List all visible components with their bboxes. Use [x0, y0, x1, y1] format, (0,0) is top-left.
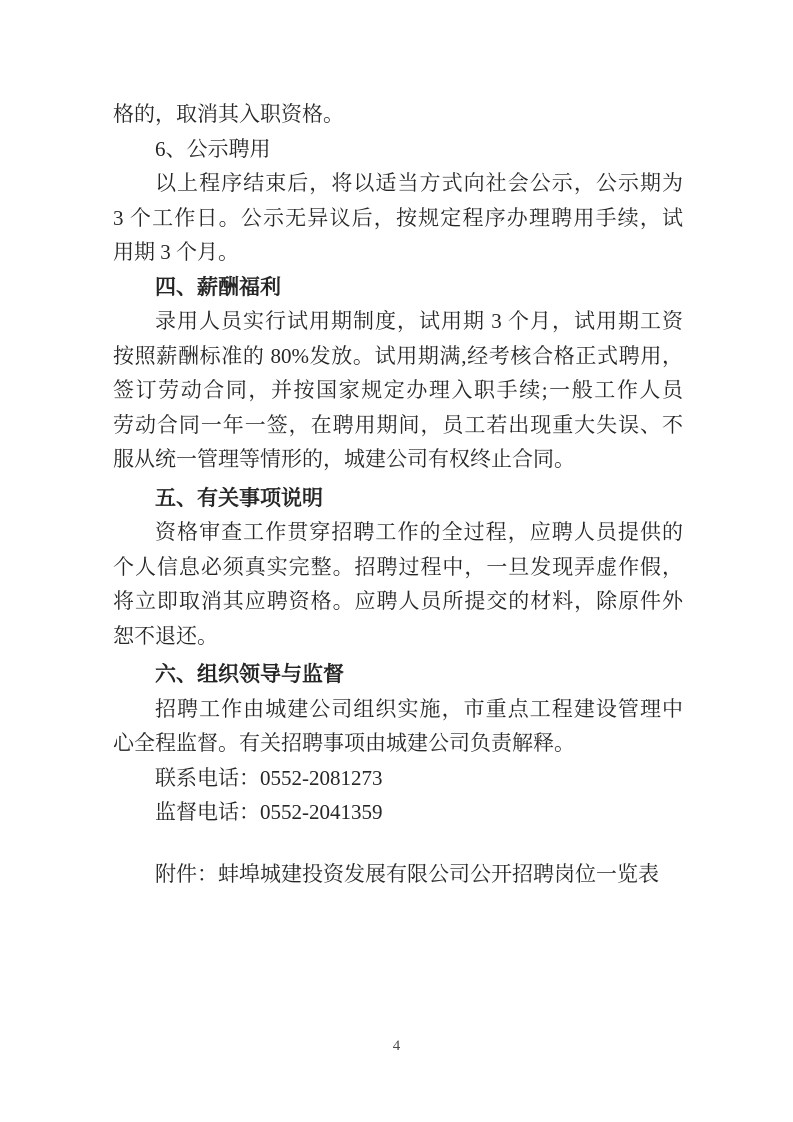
- paragraph-line: 服从统一管理等情形的，城建公司有权终止合同。: [113, 447, 575, 471]
- paragraph-line: 资格审查工作贯穿招聘工作的全过程，应聘人员提供的: [155, 520, 683, 544]
- paragraph-line: 恕不退还。: [113, 623, 218, 648]
- blank-line: [113, 830, 683, 857]
- paragraph-line: 劳动合同一年一签，在聘用期间，员工若出现重大失误、不: [113, 412, 683, 437]
- page-number: 4: [392, 1038, 401, 1054]
- paragraph-line: 将立即取消其应聘资格。应聘人员所提交的材料，除原件外: [113, 589, 683, 613]
- section-heading-6: 六、组织领导与监督: [155, 662, 344, 686]
- paragraph-line: 个人信息必须真实完整。招聘过程中，一旦发现弄虚作假，: [113, 554, 683, 579]
- paragraph-line: 3 个工作日。公示无异议后，按规定程序办理聘用手续，试: [113, 205, 683, 230]
- paragraph-line: 招聘工作由城建公司组织实施，市重点工程建设管理中: [155, 696, 683, 721]
- subitem-heading: 6、公示聘用: [155, 136, 271, 161]
- paragraph-line: 格的，取消其入职资格。: [113, 102, 344, 126]
- attachment-note-line: 附件：蚌埠城建投资发展有限公司公开招聘岗位一览表: [155, 861, 659, 886]
- document-body: [113, 97, 683, 891]
- paragraph-line: 以上程序结束后，将以适当方式向社会公示，公示期为: [155, 171, 683, 195]
- paragraph-line: 签订劳动合同，并按国家规定办理入职手续;一般工作人员: [113, 378, 683, 402]
- paragraph-line: 录用人员实行试用期制度，试用期 3 个月，试用期工资: [155, 309, 683, 333]
- contact-phone-line: 联系电话：0552-2081273: [155, 765, 383, 790]
- paragraph-line: 按照薪酬标准的 80%发放。试用期满,经考核合格正式聘用，: [113, 343, 683, 368]
- section-heading-4: 四、薪酬福利: [155, 274, 281, 299]
- section-heading-5: 五、有关事项说明: [155, 485, 323, 510]
- paragraph-line: 用期 3 个月。: [113, 240, 239, 264]
- paragraph-line: 心全程监督。有关招聘事项由城建公司负责解释。: [113, 731, 575, 755]
- supervision-phone-line: 监督电话：0552-2041359: [155, 800, 383, 824]
